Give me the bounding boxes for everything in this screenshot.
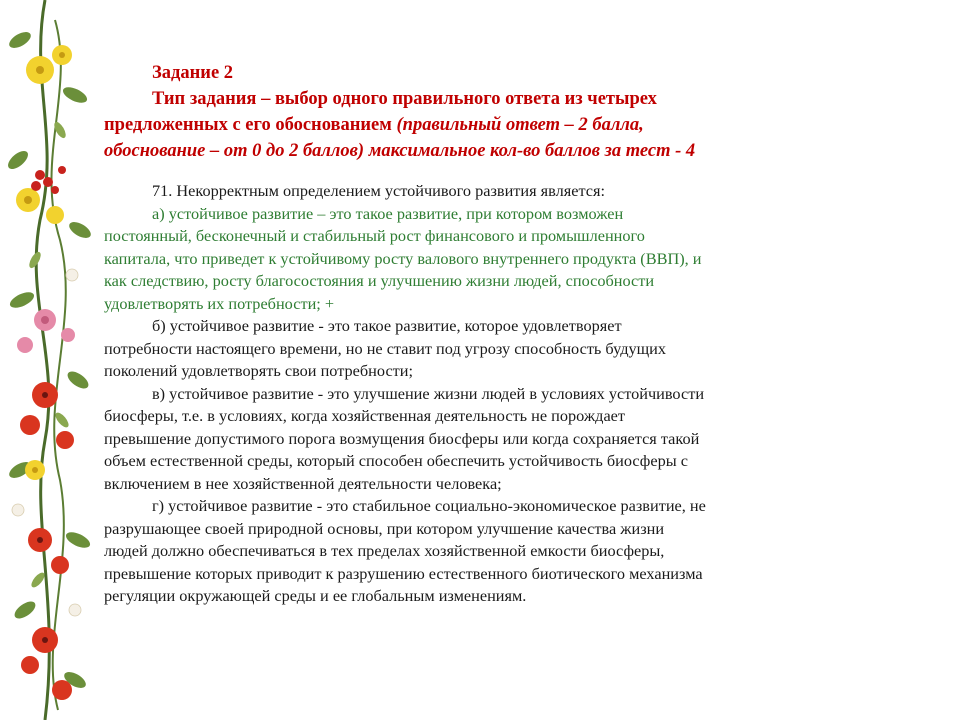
option-b-line: потребности настоящего времени, но не ставит под угрозу способность будущих bbox=[104, 338, 667, 358]
task-type-line2 bbox=[104, 115, 644, 135]
task-type-line2-italic: (правильный ответ – 2 балла, bbox=[391, 115, 644, 135]
task-type-line3: обоснование – от 0 до 2 баллов) максимальное кол-во баллов за тест - 4 bbox=[104, 141, 696, 161]
option-d-line: людей должно обеспечиваться в тех пределах хозяйственной емкости биосферы, bbox=[104, 541, 665, 560]
option-a-line: капитала, что приведет к устойчивому росту валового внутреннего продукта (ВВП), и bbox=[104, 248, 702, 268]
option-b-line: поколений удовлетворять свои потребности; bbox=[104, 361, 414, 380]
option-a-line: удовлетворять их потребности; bbox=[104, 293, 321, 313]
option-c-line: включением в нее хозяйственной деятельности человека; bbox=[104, 473, 502, 493]
option-d-line: регуляции окружающей среды и ее глобальным изменениям. bbox=[104, 586, 527, 605]
task-type-line1: Тип задания – выбор одного правильного ответа из четырех bbox=[152, 89, 657, 109]
slide-content bbox=[104, 60, 804, 608]
option-a-line-last bbox=[104, 293, 804, 316]
option-a-line: а) устойчивое развитие – это такое развитие, при котором возможен bbox=[152, 203, 624, 223]
floral-border-decoration bbox=[0, 0, 100, 720]
option-c bbox=[104, 383, 804, 496]
question-text: 71. Некорректным определением устойчивого развития является: bbox=[152, 181, 606, 200]
correct-mark: + bbox=[320, 293, 335, 313]
option-a-line: как следствию, росту благосостояния и улучшению жизни людей, способности bbox=[104, 271, 655, 290]
option-d-line: разрушающее своей природной основы, при котором улучшение качества жизни bbox=[104, 518, 665, 538]
task-header bbox=[104, 60, 804, 164]
option-c-line: биосферы, т.е. в условиях, когда хозяйственная деятельность не порождает bbox=[104, 406, 626, 425]
task-type-line2-plain: предложенных с его обоснованием bbox=[104, 115, 392, 135]
question-block bbox=[104, 180, 804, 608]
option-b bbox=[104, 315, 804, 383]
option-c-line: превышение допустимого порога возмущения биосферы или когда сохраняется такой bbox=[104, 428, 700, 448]
task-title: Задание 2 bbox=[152, 63, 234, 83]
option-c-line: в) устойчивое развитие - это улучшение жизни людей в условиях устойчивости bbox=[152, 383, 705, 403]
option-c-line: объем естественной среды, который способен обеспечить устойчивость биосферы с bbox=[104, 451, 688, 470]
option-a-line: постоянный, бесконечный и стабильный рост финансового и промышленного bbox=[104, 226, 645, 245]
option-d bbox=[104, 495, 804, 608]
option-d-line: г) устойчивое развитие - это стабильное социально-экономическое развитие, не bbox=[152, 496, 706, 515]
option-a bbox=[104, 203, 804, 316]
option-d-line: превышение которых приводит к разрушению естественного биотического механизма bbox=[104, 563, 703, 583]
option-b-line: б) устойчивое развитие - это такое развитие, которое удовлетворяет bbox=[152, 316, 622, 335]
